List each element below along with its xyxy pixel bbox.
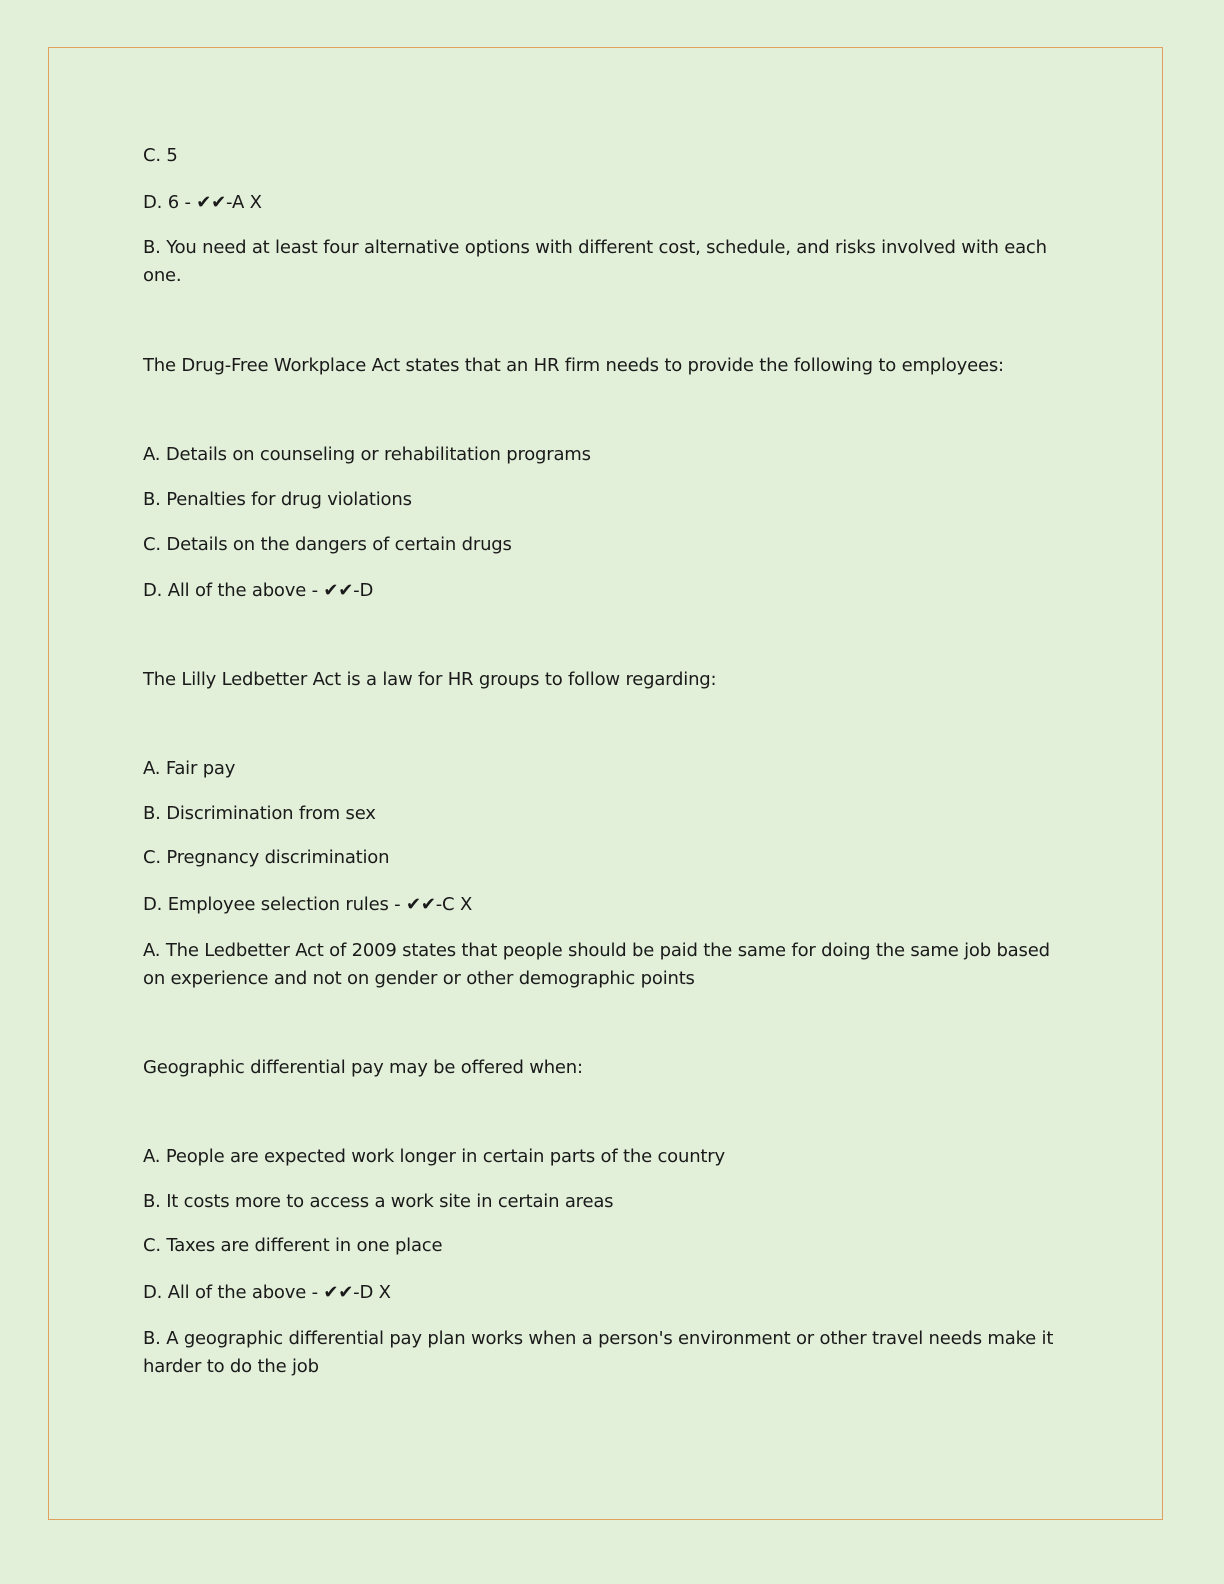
answer-option-a: A. Details on counseling or rehabilitation programs [143, 444, 591, 465]
answer-option-a: A. Fair pay [143, 758, 236, 779]
question-text: Geographic differential pay may be offered when: [143, 1057, 583, 1078]
question-text: The Lilly Ledbetter Act is a law for HR groups to follow regarding: [143, 669, 717, 690]
answer-option-c: C. 5 [143, 145, 178, 166]
answer-option-c: C. Details on the dangers of certain drugs [143, 534, 512, 555]
question-text: The Drug-Free Workplace Act states that an HR firm needs to provide the following to employees: [143, 355, 1004, 376]
answer-option-c: C. Taxes are different in one place [143, 1235, 443, 1256]
answer-option-b: B. Penalties for drug violations [143, 489, 412, 510]
answer-option-d: D. All of the above - ✔✔-D X [143, 1282, 391, 1303]
answer-explanation: B. A geographic differential pay plan works when a person's environment or other travel needs make it harder to do the job [143, 1328, 1054, 1377]
answer-option-b: B. It costs more to access a work site in certain areas [143, 1191, 614, 1212]
answer-option-b: B. Discrimination from sex [143, 803, 376, 824]
answer-option-d: D. All of the above - ✔✔-D [143, 580, 374, 601]
answer-option-d: D. Employee selection rules - ✔✔-C X [143, 894, 473, 915]
answer-explanation: B. You need at least four alternative options with different cost, schedule, and risks involved with each one. [143, 237, 1047, 286]
answer-option-c: C. Pregnancy discrimination [143, 847, 390, 868]
answer-explanation: A. The Ledbetter Act of 2009 states that people should be paid the same for doing the same job based on experience and not on gender or other demographic points [143, 940, 1050, 989]
answer-option-d: D. 6 - ✔✔-A X [143, 192, 262, 213]
answer-option-a: A. People are expected work longer in certain parts of the country [143, 1146, 725, 1167]
